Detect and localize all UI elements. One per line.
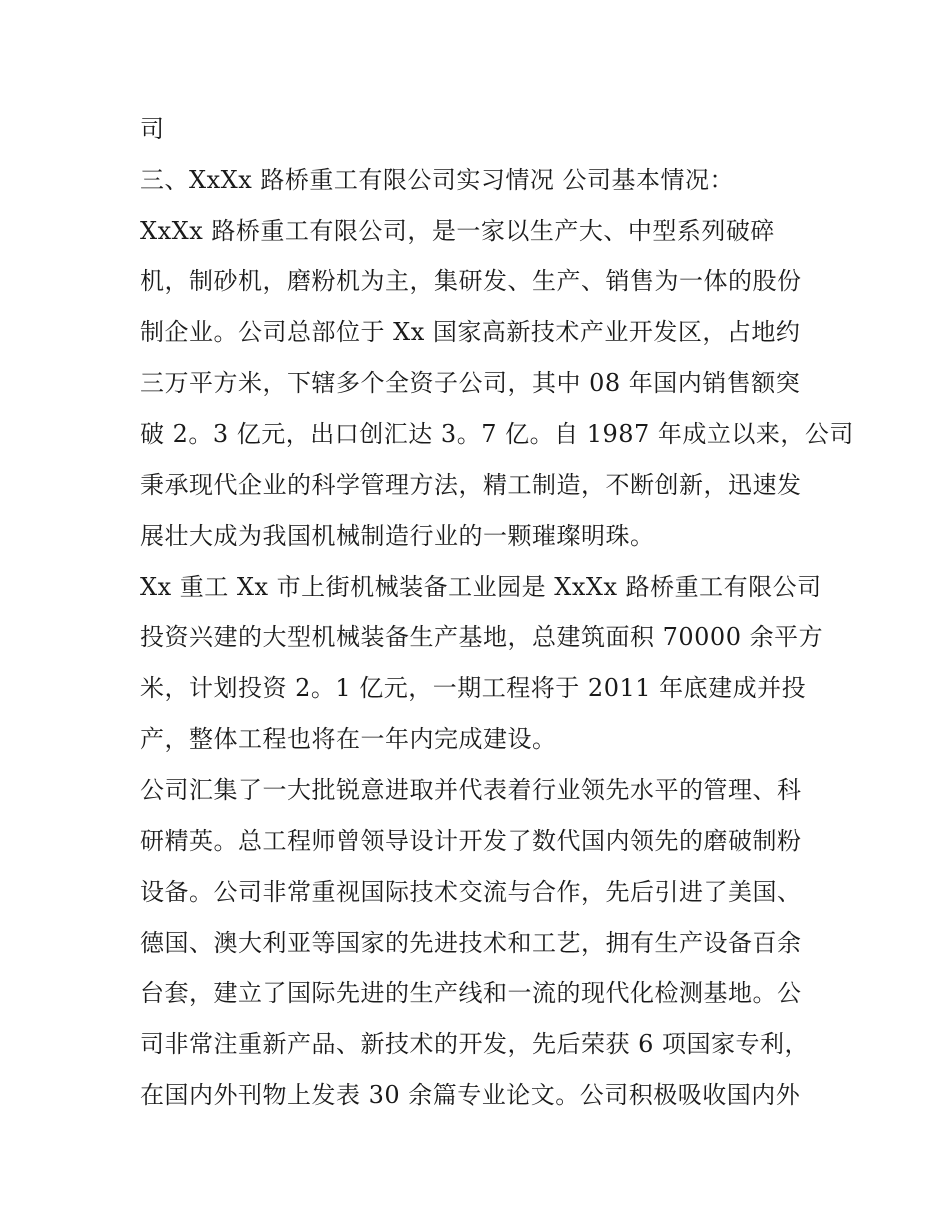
text-line: 投资兴建的大型机械装备生产基地，总建筑面积 70000 余平方	[140, 623, 824, 651]
text-line: 米，计划投资 2。1 亿元，一期工程将于 2011 年底建成并投	[140, 674, 807, 702]
text-line: 在国内外刊物上发表 30 余篇专业论文。公司积极吸收国内外	[140, 1081, 801, 1109]
text-line: XxXx 路桥重工有限公司，是一家以生产大、中型系列破碎	[140, 217, 775, 245]
text-line: 台套，建立了国际先进的生产线和一流的现代化检测基地。公	[140, 979, 802, 1007]
text-line: Xx 重工 Xx 市上街机械装备工业园是 XxXx 路桥重工有限公司	[140, 573, 822, 601]
text-line: 司非常注重新产品、新技术的开发，先后荣获 6 项国家专利，	[140, 1030, 810, 1058]
text-line: 三、XxXx 路桥重工有限公司实习情况 公司基本情况：	[140, 166, 734, 194]
text-line: 破 2。3 亿元，出口创汇达 3。7 亿。自 1987 年成立以来，公司	[140, 420, 854, 448]
text-line: 展壮大成为我国机械制造行业的一颗璀璨明珠。	[140, 522, 655, 550]
text-line: 司	[140, 115, 165, 143]
text-line: 三万平方米，下辖多个全资子公司，其中 08 年国内销售额突	[140, 369, 801, 397]
text-line: 设备。公司非常重视国际技术交流与合作，先后引进了美国、	[140, 878, 802, 906]
text-line: 公司汇集了一大批锐意进取并代表着行业领先水平的管理、科	[140, 776, 802, 804]
text-line: 机，制砂机，磨粉机为主，集研发、生产、销售为一体的股份	[140, 267, 802, 295]
text-line: 产，整体工程也将在一年内完成建设。	[140, 725, 557, 753]
text-line: 制企业。公司总部位于 Xx 国家高新技术产业开发区，占地约	[140, 318, 801, 346]
text-line: 秉承现代企业的科学管理方法，精工制造，不断创新，迅速发	[140, 471, 802, 499]
text-line: 德国、澳大利亚等国家的先进技术和工艺，拥有生产设备百余	[140, 929, 802, 957]
text-line: 研精英。总工程师曾领导设计开发了数代国内领先的磨破制粉	[140, 827, 802, 855]
